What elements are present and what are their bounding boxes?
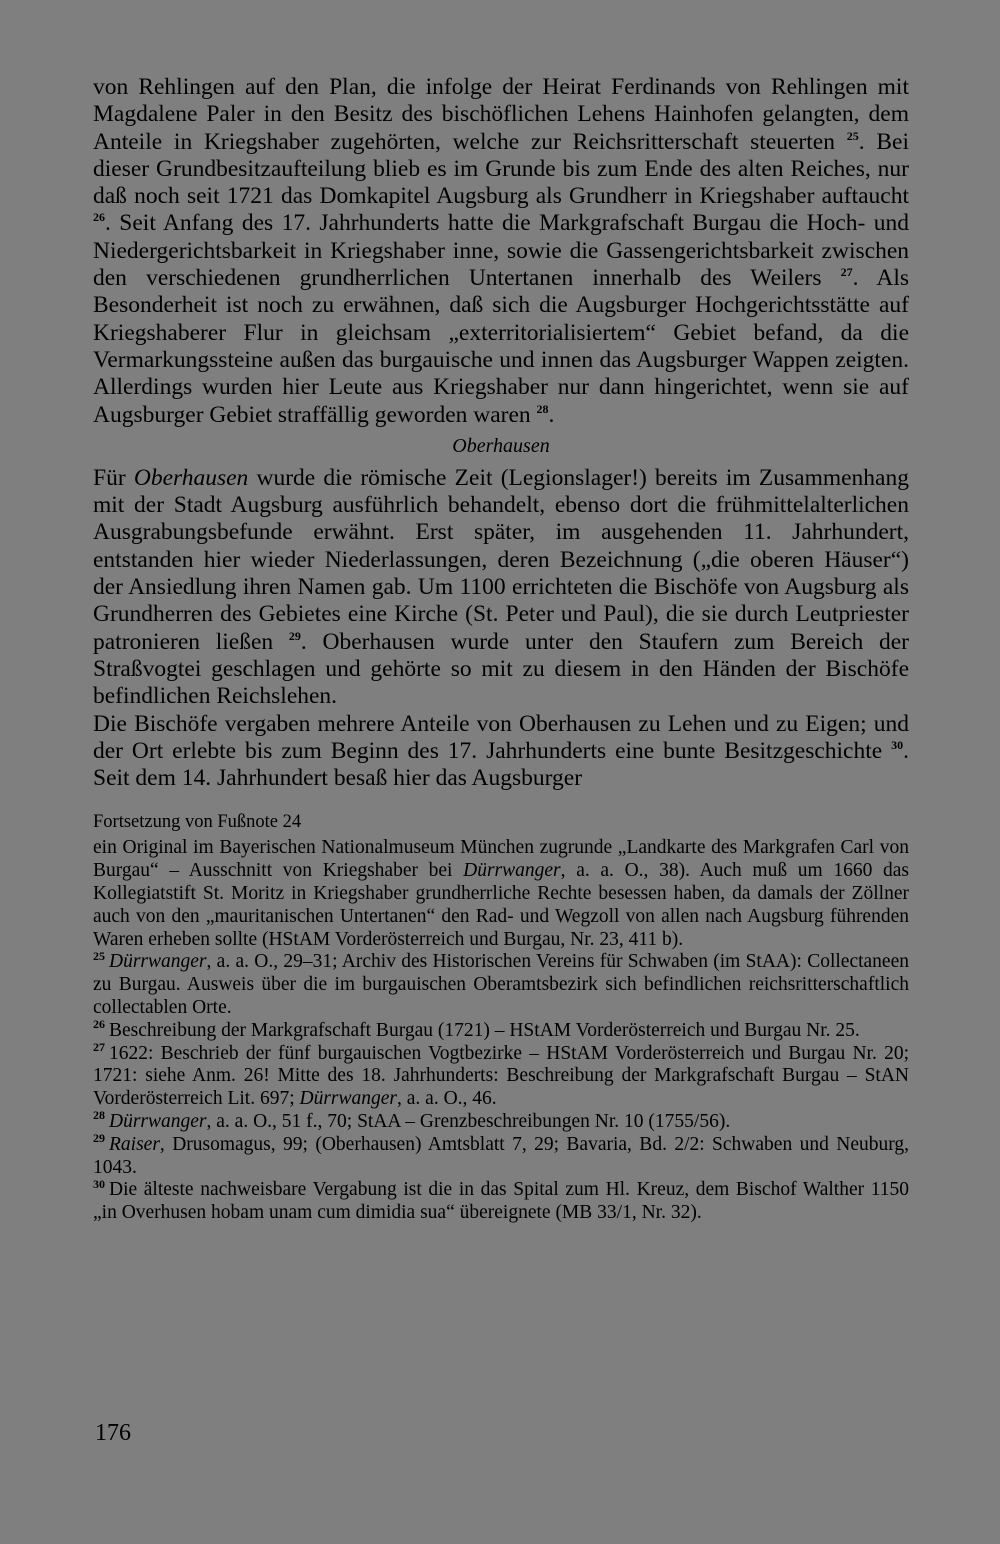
italic-text: Dürrwanger [463,860,561,882]
footnote-reference: 28 [536,401,549,416]
footnote-reference: 25 [846,128,859,143]
footnote-reference: 29 [288,628,301,643]
footnote-27: $^{27}$ 1622: Beschrieb der fünf burgauischen Vogtbezirke – HStAM Vorderösterreich und Burgau Nr. 20; 1721: siehe Anm. 26! Mitte des 18. Jahrhunderts: Beschreibung der Markgrafschaft Burgau – StAN Vorderösterreich Lit. 697; Dürrwanger, a. a. O., 46. [93,1040,909,1110]
italic-text: Oberhausen [133,464,249,491]
footnote-number: 29 [93,1131,105,1146]
footnotes [93,809,909,1225]
footnote-26: $^{26}$ Beschreibung der Markgrafschaft Burgau (1721) – HStAM Vorderösterreich und Burgau Nr. 25. [93,1017,860,1041]
footnote-30: $^{30}$ Die älteste nachweisbare Vergabung ist die in das Spital zum Hl. Kreuz, dem Bischof Walther 1150 „in Overhusen hobam unam cum dimidia sua“ übereignete (MB 33/1, Nr. 32). [93,1176,909,1224]
paragraph-1: von Rehlingen auf den Plan, die infolge der Heirat Ferdinands von Rehlingen mit Magdalene Paler in den Besitz des bischöflichen Lehens Hainhofen gelangten, dem Anteile in Kriegshaber zugehörten, welche zur Reichsritterschaft steuerten $^{25}$. Bei dieser Grundbesitzaufteilung blieb es im Grunde bis zum Ende des alten Reiches, nur daß noch seit 1721 das Domkapitel Augsburg als Grundherr in Kriegshaber auftaucht $^{26}$. Seit Anfang des 17. Jahrhunderts hatte die Markgrafschaft Burgau die Hoch- und Niedergerichtsbarkeit in Kriegshaber inne, sowie die Gassengerichtsbarkeit zwischen den verschiedenen grundherrlichen Untertanen innerhalb des Weilers $^{27}$. Als Besonderheit ist noch zu erwähnen, daß sich die Augsburger Hochgerichtsstätte auf Kriegshaberer Flur in gleichsam „exterritorialisiertem“ Gebiet befand, da die Vermarkungssteine außen das burgauische und innen das Augsburger Wappen zeigten. Allerdings wurden hier Leute aus Kriegshaber nur dann hingerichtet, wenn sie auf Augsburger Gebiet straffällig geworden waren $^{28}$. [93,74,910,428]
footnote-28: $^{28}$ Dürrwanger, a. a. O., 51 f., 70; StAA – Grenzbeschreibungen Nr. 10 (1755/56). [93,1108,731,1132]
italic-text: Dürrwanger [109,1110,207,1132]
footnote-list [93,837,909,1225]
italic-text: Dürrwanger [299,1088,398,1110]
footnote-reference: 30 [891,738,904,752]
footnote-25: $^{25}$ Dürrwanger, a. a. O., 29–31; Archiv des Historischen Vereins für Schwaben (im StAA): Collectaneen zu Burgau. Ausweis über die im burgauischen Oberamtsbezirk sich befindlichen reichsritterschaftlich collectablen Orte. [93,948,909,1018]
footnote-29: $^{29}$ Raiser, Drusomagus, 99; (Oberhausen) Amtsblatt 7, 29; Bavaria, Bd. 2/2: Schwaben und Neuburg, 1043. [93,1131,909,1178]
section-heading: Oberhausen [452,434,550,457]
page-number: 176 [95,1420,131,1446]
footnote-continuation: ein Original im Bayerischen Nationalmuseum München zugrunde „Landkarte des Markgrafen Carl von Burgau“ – Ausschnitt von Kriegshaber bei Dürrwanger, a. a. O., 38). Auch muß um 1660 das Kollegiatstift St. Moritz in Kriegshaber grundherrliche Rechte besessen haben, da damals der Zöllner auch von den „mauritanischen Untertanen“ den Rad- und Wegzoll von allen nach Augsburg führenden Waren erheben sollte (HStAM Vorderösterreich und Burgau, Nr. 23, 411 b). [93,837,909,950]
book-page [93,74,909,1225]
footnote-number: 26 [93,1017,105,1032]
italic-text: Dürrwanger [109,951,207,973]
paragraph-2: Für Oberhausen wurde die römische Zeit (Legionslager!) bereits im Zusammenhang mit der Stadt Augsburg ausführlich behandelt, ebenso dort die frühmittelalterlichen Ausgrabungsbefunde erwähnt. Erst später, im ausgehenden 11. Jahrhundert, entstanden hier wieder Niederlassungen, deren Bezeichnung („die oberen Häuser“) der Ansiedlung ihren Namen gab. Um 1100 errichteten die Bischöfe von Augsburg als Grundherren des Gebietes eine Kirche (St. Peter und Paul), die sie durch Leutpriester patronieren ließen $^{29}$. Oberhausen wurde unter den Staufern zum Bereich der Straßvogtei geschlagen und gehörte so mit zu diesem in den Händen der Bischöfe befindlichen Reichslehen. [93,464,910,710]
footnote-number: 28 [93,1108,105,1123]
paragraph-3: Die Bischöfe vergaben mehrere Anteile von Oberhausen zu Lehen und zu Eigen; und der Ort erlebte bis zum Beginn des 17. Jahrhunderts eine bunte Besitzgeschichte $^{30}$. Seit dem 14. Jahrhundert besaß hier das Augsburger [93,710,909,792]
footnote-number: 30 [93,1176,105,1191]
main-text [93,74,909,792]
footnote-number: 27 [93,1040,105,1055]
footnote-number: 25 [93,948,105,963]
footnote-reference: 27 [840,265,853,280]
footnote-continuation-label: Fortsetzung von Fußnote 24 [93,812,302,833]
italic-text: Raiser [109,1133,160,1155]
footnote-reference: 26 [93,210,105,225]
